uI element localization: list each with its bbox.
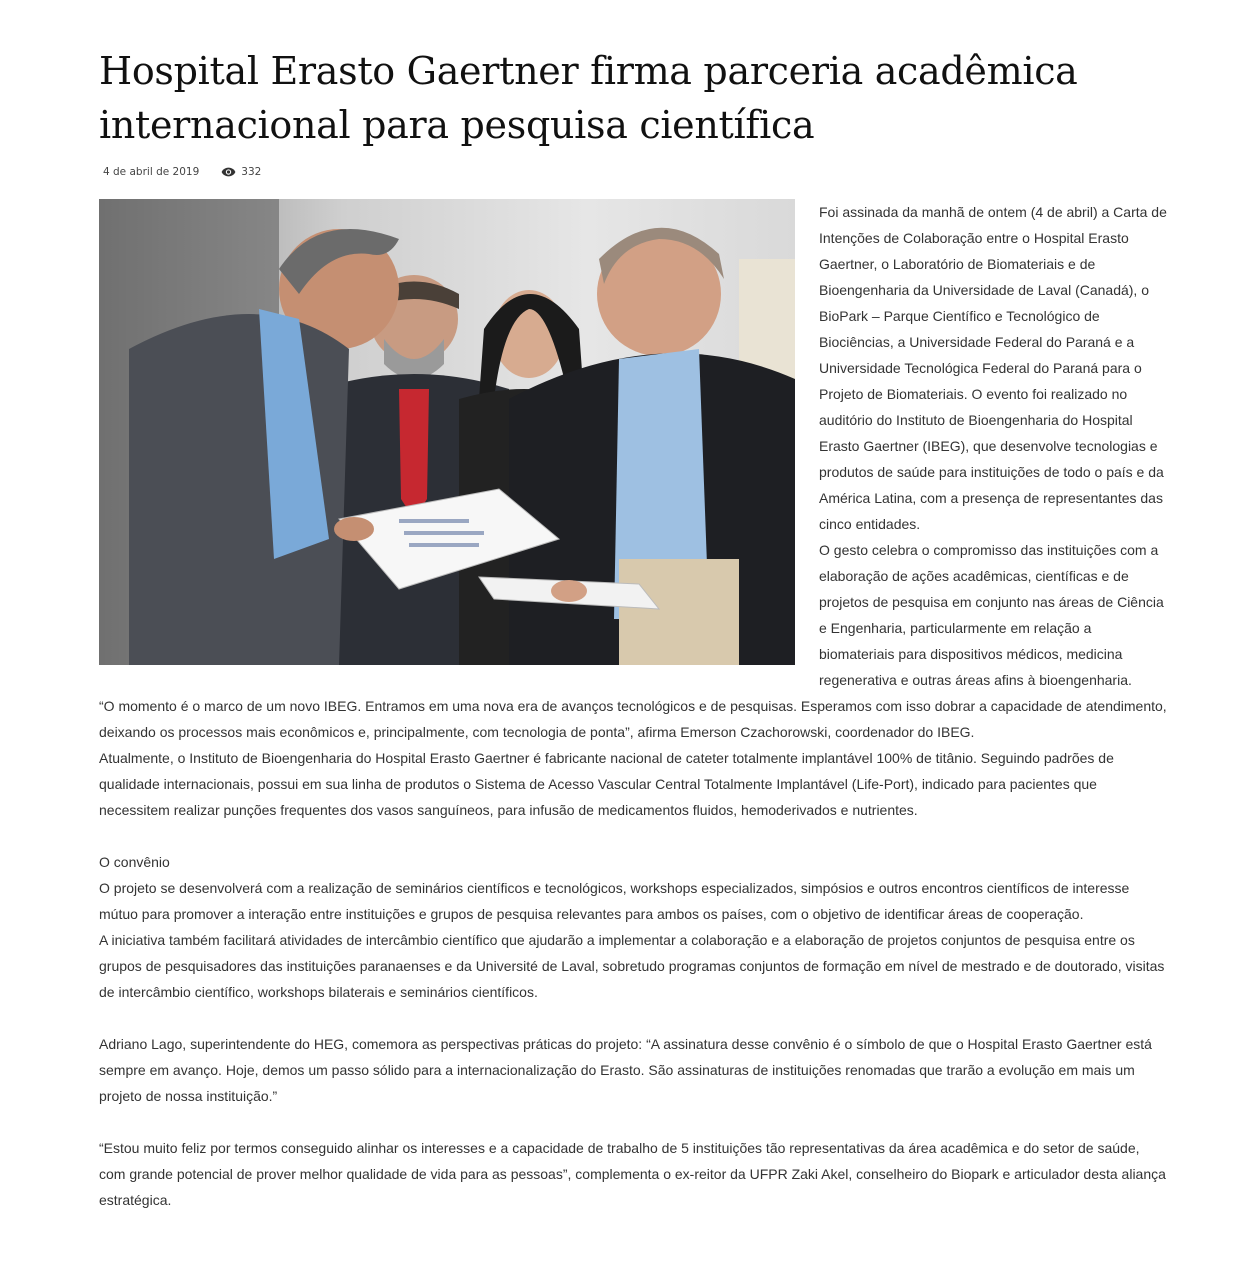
paragraph: O gesto celebra o compromisso das instituições com a elaboração de ações acadêmicas, científicas e de projetos de pesquisa em conjunto nas áreas de Ciência e Engenharia, particularmente em relação a biomateriais para dispositivos médicos, medicina regenerativa e outras áreas afins à bioengenharia. (819, 542, 1164, 688)
paragraph-spacer (99, 823, 1169, 849)
paragraph: A iniciativa também facilitará atividades de intercâmbio científico que ajudarão a implementar a colaboração e a elaboração de projetos conjuntos de pesquisa entre os grupos de pesquisadores das instituições paranaenses e da Université de Laval, sobretudo programas conjuntos de formação em nível de mestrado e de doutorado, visitas de intercâmbio científico, workshops bilaterais e seminários científicos. (99, 932, 1165, 1000)
publish-date: 4 de abril de 2019 (103, 166, 200, 178)
view-count-value: 332 (241, 166, 262, 178)
section-heading: O convênio (99, 854, 170, 870)
article-photo (99, 199, 795, 665)
article-body (99, 199, 1169, 1213)
view-count (221, 166, 261, 178)
paragraph-spacer (99, 1109, 1169, 1135)
paragraph: “Estou muito feliz por termos conseguido alinhar os interesses e a capacidade de trabalho de 5 instituições tão representativas da área acadêmica e do setor de saúde, com grande potencial de prover melhor qualidade de vida para as pessoas”, complementa o ex-reitor da UFPR Zaki Akel, conselheiro do Biopark e articulador desta aliança estratégica. (99, 1140, 1166, 1208)
paragraph: Atualmente, o Instituto de Bioengenharia do Hospital Erasto Gaertner é fabricante nacional de cateter totalmente implantável 100% de titânio. Seguindo padrões de qualidade internacionais, possui em sua linha de produtos o Sistema de Acesso Vascular Central Totalmente Implantável (Life-Port), indicado para pacientes que necessitem realizar punções frequentes dos vasos sanguíneos, para infusão de medicamentos fluidos, hemoderivados e nutrientes. (99, 750, 1114, 818)
paragraph-spacer (99, 1005, 1169, 1031)
article-title: Hospital Erasto Gaertner firma parceria acadêmica internacional para pesquisa científica (99, 49, 1078, 147)
paragraph: O projeto se desenvolverá com a realização de seminários científicos e tecnológicos, workshops especializados, simpósios e outros encontros científicos de interesse mútuo para promover a interação entre instituições e grupos de pesquisa relevantes para ambos os países, com o objetivo de identificar áreas de cooperação. (99, 880, 1130, 922)
article (99, 44, 1169, 1213)
paragraph: Foi assinada da manhã de ontem (4 de abril) a Carta de Intenções de Colaboração entre o Hospital Erasto Gaertner, o Laboratório de Biomateriais e de Bioengenharia da Universidade de Laval (Canadá), o BioPark – Parque Científico e Tecnológico de Biociências, a Universidade Federal do Paraná e a Universidade Tecnológica Federal do Paraná para o Projeto de Biomateriais. O evento foi realizado no auditório do Instituto de Bioengenharia do Hospital Erasto Gaertner (IBEG), que desenvolve tecnologias e produtos de saúde para instituições de todo o país e da América Latina, com a presença de representantes das cinco entidades. (819, 204, 1167, 532)
paragraph: “O momento é o marco de um novo IBEG. Entramos em uma nova era de avanços tecnológicos e de pesquisas. Esperamos com isso dobrar a capacidade de atendimento, deixando os processos mais econômicos e, principalmente, com tecnologia de ponta”, afirma Emerson Czachorowski, coordenador do IBEG. (99, 698, 1167, 740)
article-meta (99, 162, 1169, 182)
eye-icon (221, 167, 236, 177)
paragraph: Adriano Lago, superintendente do HEG, comemora as perspectivas práticas do projeto: “A assinatura desse convênio é o símbolo de que o Hospital Erasto Gaertner está sempre em avanço. Hoje, demos um passo sólido para a internacionalização do Erasto. São assinaturas de instituições renomadas que trarão a evolução em mais um projeto de nossa instituição.” (99, 1036, 1152, 1104)
